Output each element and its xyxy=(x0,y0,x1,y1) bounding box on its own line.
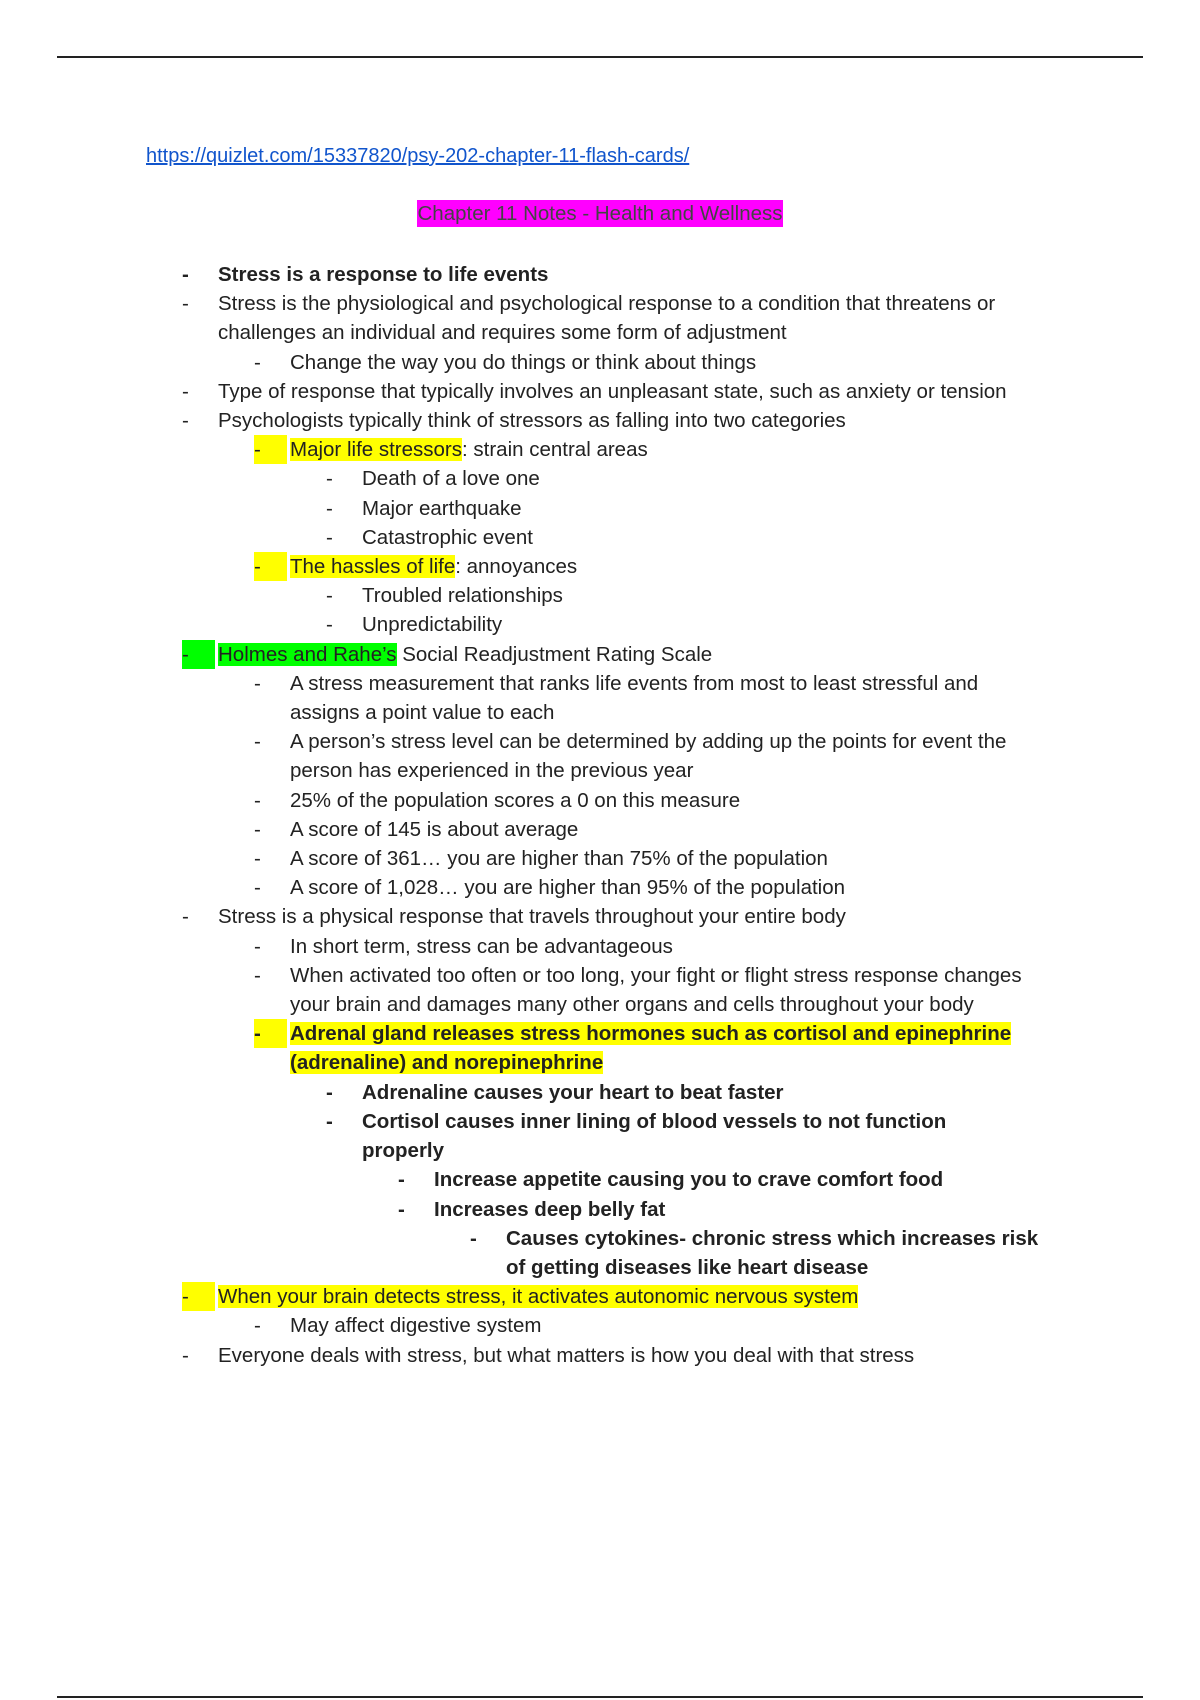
bullet-dash: - xyxy=(254,350,261,374)
bullet-dash: - xyxy=(398,1197,405,1221)
highlighted-text: Adrenal gland releases stress hormones such as cortisol and epinephrine xyxy=(290,1022,1012,1046)
list-item xyxy=(180,464,1100,493)
list-item xyxy=(180,727,1100,756)
item-text: Stress is the physiological and psychological response to a condition that threatens or xyxy=(218,292,996,316)
bullet-dash: - xyxy=(326,584,333,608)
list-item xyxy=(180,1311,1100,1340)
bottom-rule xyxy=(57,1696,1143,1698)
bullet-dash: - xyxy=(326,1080,333,1104)
list-item-continuation xyxy=(180,990,1100,1019)
list-item xyxy=(180,669,1100,698)
bullet-dash: - xyxy=(182,292,189,316)
item-text: Troubled relationships xyxy=(362,584,563,608)
list-item-continuation xyxy=(180,1048,1100,1077)
item-text: A person’s stress level can be determined by adding up the points for event the xyxy=(290,730,1007,754)
item-text: Everyone deals with stress, but what matters is how you deal with that stress xyxy=(218,1343,915,1367)
list-item xyxy=(180,289,1100,318)
item-text: Psychologists typically think of stressors as falling into two categories xyxy=(218,409,846,433)
bullet-dash: - xyxy=(254,730,261,754)
bullet-dash: - xyxy=(254,552,287,581)
item-text: Change the way you do things or think about things xyxy=(290,350,757,374)
list-item-continuation xyxy=(180,698,1100,727)
list-item-continuation xyxy=(180,1136,1100,1165)
item-text: Death of a love one xyxy=(362,467,540,491)
notes-list xyxy=(180,260,1100,1370)
list-item xyxy=(180,844,1100,873)
list-item xyxy=(180,1078,1100,1107)
highlighted-text: Holmes and Rahe’s xyxy=(218,642,397,666)
item-text: Cortisol causes inner lining of blood vessels to not function xyxy=(362,1109,947,1133)
list-item xyxy=(180,581,1100,610)
bullet-dash: - xyxy=(254,876,261,900)
list-item xyxy=(180,406,1100,435)
bullet-dash: - xyxy=(182,263,189,286)
list-item xyxy=(180,1282,1100,1311)
highlighted-text: (adrenaline) and norepinephrine xyxy=(290,1051,604,1075)
item-text: In short term, stress can be advantageous xyxy=(290,934,673,958)
bullet-dash: - xyxy=(326,525,333,549)
item-text: A score of 361… you are higher than 75% of the population xyxy=(290,847,828,871)
item-text: person has experienced in the previous year xyxy=(290,759,694,783)
bullet-dash: - xyxy=(326,613,333,637)
item-text: Unpredictability xyxy=(362,613,503,637)
item-text: assigns a point value to each xyxy=(290,701,555,725)
item-text: challenges an individual and requires some form of adjustment xyxy=(218,321,787,345)
list-item xyxy=(180,610,1100,639)
list-item xyxy=(180,494,1100,523)
item-text: May affect digestive system xyxy=(290,1314,542,1338)
bullet-dash: - xyxy=(254,671,261,695)
title-block xyxy=(0,202,1200,226)
item-text: Catastrophic event xyxy=(362,525,533,549)
page-title: Chapter 11 Notes - Health and Wellness xyxy=(417,202,783,225)
bullet-dash: - xyxy=(254,435,287,464)
top-rule xyxy=(57,56,1143,58)
item-text: A score of 1,028… you are higher than 95% of the population xyxy=(290,876,846,900)
item-text: A stress measurement that ranks life events from most to least stressful and xyxy=(290,671,979,695)
list-item xyxy=(180,815,1100,844)
bullet-dash: - xyxy=(254,817,261,841)
list-item xyxy=(180,1224,1100,1253)
bullet-dash: - xyxy=(182,1282,215,1311)
bullet-dash: - xyxy=(326,1109,333,1133)
list-item-continuation xyxy=(180,756,1100,785)
bullet-dash: - xyxy=(182,1343,189,1367)
item-text: of getting diseases like heart disease xyxy=(506,1255,869,1279)
bullet-dash: - xyxy=(326,467,333,491)
list-item xyxy=(180,377,1100,406)
bullet-dash: - xyxy=(470,1226,477,1250)
list-item xyxy=(180,435,1100,464)
item-text: A score of 145 is about average xyxy=(290,817,579,841)
list-item xyxy=(180,873,1100,902)
highlighted-text: When your brain detects stress, it activates autonomic nervous system xyxy=(218,1285,859,1309)
list-item xyxy=(180,961,1100,990)
list-item xyxy=(180,1019,1100,1048)
list-item xyxy=(180,552,1100,581)
bullet-dash: - xyxy=(254,788,261,812)
list-item xyxy=(180,523,1100,552)
item-text: Increases deep belly fat xyxy=(434,1197,666,1221)
bullet-dash: - xyxy=(398,1168,405,1192)
bullet-dash: - xyxy=(326,496,333,520)
list-item xyxy=(180,1195,1100,1224)
item-text: Stress is a response to life events xyxy=(218,263,549,286)
list-item xyxy=(180,348,1100,377)
item-text: properly xyxy=(362,1139,445,1163)
item-text: Adrenaline causes your heart to beat faster xyxy=(362,1080,784,1104)
bullet-dash: - xyxy=(182,409,189,433)
item-text: Increase appetite causing you to crave comfort food xyxy=(434,1168,944,1192)
list-item xyxy=(180,1165,1100,1194)
list-item xyxy=(180,640,1100,669)
item-text: : strain central areas xyxy=(462,438,648,462)
list-item xyxy=(180,1107,1100,1136)
item-text: Type of response that typically involves an unpleasant state, such as anxiety or tension xyxy=(218,379,1007,403)
bullet-dash: - xyxy=(254,847,261,871)
item-text: your brain and damages many other organs and cells throughout your body xyxy=(290,993,974,1017)
list-item xyxy=(180,786,1100,815)
quizlet-link[interactable]: https://quizlet.com/15337820/psy-202-chapter-11-flash-cards/ xyxy=(146,145,690,167)
bullet-dash: - xyxy=(254,1019,287,1048)
bullet-dash: - xyxy=(254,934,261,958)
list-item-continuation xyxy=(180,318,1100,347)
item-text: Social Readjustment Rating Scale xyxy=(396,642,713,666)
list-item-continuation xyxy=(180,1253,1100,1282)
item-text: : annoyances xyxy=(455,555,578,579)
bullet-dash: - xyxy=(254,1314,261,1338)
item-text: 25% of the population scores a 0 on this measure xyxy=(290,788,741,812)
highlighted-text: The hassles of life xyxy=(290,555,456,579)
list-item xyxy=(180,260,1100,289)
highlighted-text: Major life stressors xyxy=(290,438,463,462)
item-text: Stress is a physical response that travels throughout your entire body xyxy=(218,905,846,929)
list-item xyxy=(180,902,1100,931)
bullet-dash: - xyxy=(254,963,261,987)
list-item xyxy=(180,932,1100,961)
item-text: When activated too often or too long, your fight or flight stress response changes xyxy=(290,963,1022,987)
bullet-dash: - xyxy=(182,905,189,929)
item-text: Major earthquake xyxy=(362,496,522,520)
item-text: Causes cytokines- chronic stress which increases risk xyxy=(506,1226,1039,1250)
bullet-dash: - xyxy=(182,379,189,403)
bullet-dash: - xyxy=(182,640,215,669)
list-item xyxy=(180,1341,1100,1370)
